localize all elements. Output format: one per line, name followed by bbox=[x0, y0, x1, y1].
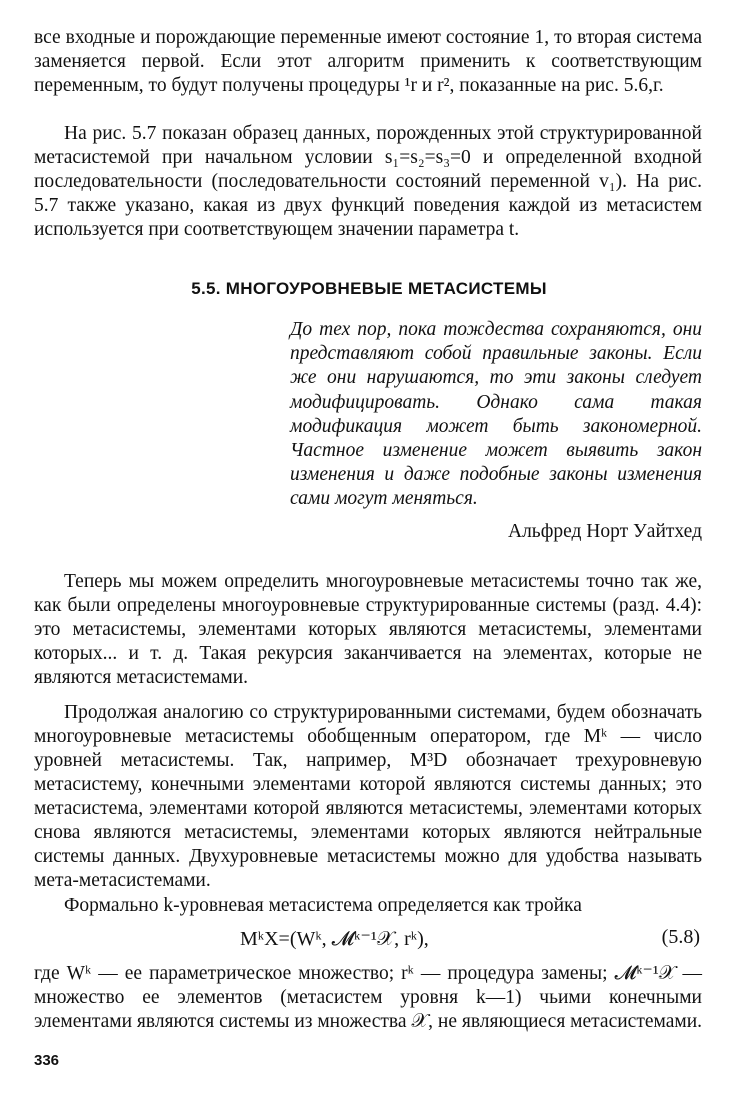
page-number: 336 bbox=[34, 1052, 60, 1069]
formula: MᵏX=(Wᵏ, 𝓜ᵏ⁻¹𝒳, rᵏ), bbox=[240, 928, 429, 950]
epigraph: До тех пор, пока тождества сохраняются, они представляют собой правильные законы. Если же они нарушаются, то эти законы следует модифицировать. Однако сама такая модификация может быть закономерной. Частное изменение может выявить закон изменения и даже подобные законы изменения сами могут меняться. bbox=[290, 319, 702, 510]
section-heading: 5.5. МНОГОУРОВНЕВЫЕ МЕТАСИСТЕМЫ bbox=[191, 279, 547, 298]
paragraph-4: Продолжая аналогию со структурированными системами, будем обозначать многоуровневые метасистемы обобщенным оператором, где Mᵏ — число уровней метасистемы. Так, например, M³D обозначает трехуровневую метасистему, конечными элементами которой являются системы данных; это метасистема, элементами которой являются метасистемы, элементами которых снова являются метасистемы, элементами которых являются нейтральные системы данных. Двухуровневые метасистемы можно для удобства называть мета-метасистемами. bbox=[34, 702, 702, 891]
paragraph-5: Формально k-уровневая метасистема определяется как тройка bbox=[64, 895, 582, 916]
epigraph-author: Альфред Норт Уайтхед bbox=[507, 521, 702, 542]
equation-number: (5.8) bbox=[661, 926, 700, 948]
paragraph-3: Теперь мы можем определить многоуровневые метасистемы точно так же, как были определены многоуровневые структурированные системы (разд. 4.4): это метасистемы, элементами которых являются метасистемы, элементами которых... и т. д. Такая рекурсия заканчивается на элементах, которые не являются метасистемами. bbox=[34, 571, 702, 688]
paragraph-1: все входные и порождающие переменные имеют состояние 1, то вторая система заменяется первой. Если этот алгоритм применить к соответствующим переменным, то будут получены процедуры ¹r и r², показанные на рис. 5.6,г. bbox=[34, 27, 702, 96]
paragraph-2: На рис. 5.7 показан образец данных, порожденных этой структурированной метасистемой при начальном условии s₁=s₂=s₃=0 и определенной входной последовательности (последовательности состояний переменной v₁). На рис. 5.7 также указано, какая из двух функций поведения каждой из метасистем используется при соответствующем значении параметра t. bbox=[34, 123, 702, 240]
paragraph-6: где Wᵏ — ее параметрическое множество; rᵏ — процедура замены; 𝓜ᵏ⁻¹𝒳 — множество ее элементов (метасистем уровня k—1) чьими конечными элементами являются системы из множества 𝒳, не являющиеся метасистемами. bbox=[34, 963, 703, 1032]
